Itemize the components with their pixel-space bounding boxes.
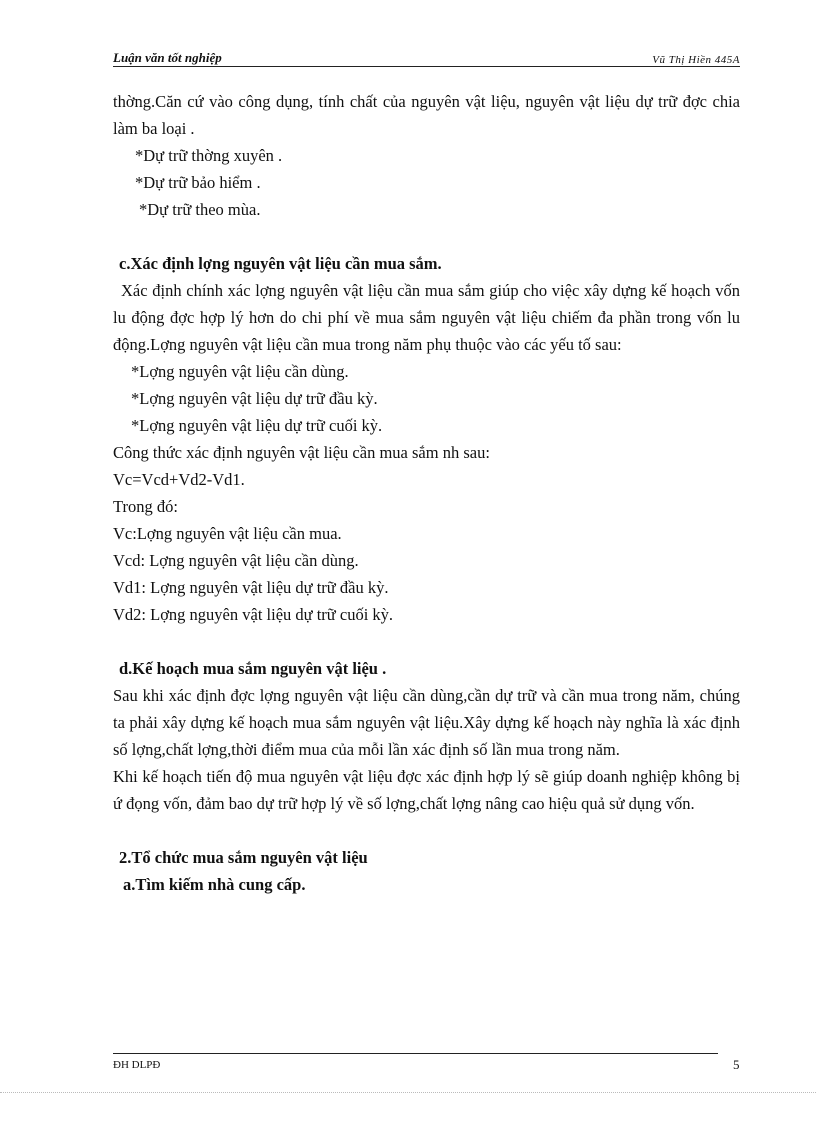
section-heading: c.Xác định lợng nguyên vật liệu cần mua sắm. [119,254,442,273]
section-heading: 2.Tổ chức mua sắm nguyên vật liệu [119,848,368,867]
page-header [113,52,740,67]
page-body [113,88,740,898]
page-break-line [0,1092,816,1093]
paragraph: Trong đó: [113,497,178,516]
list-item: *Lợng nguyên vật liệu dự trữ đầu kỳ. [131,389,378,408]
definition: Vcd: Lợng nguyên vật liệu cần dùng. [113,551,359,570]
header-title: Luận văn tốt nghiệp [113,50,222,65]
paragraph: Sau khi xác định đợc lợng nguyên vật liệu cần dùng,cần dự trữ và cần mua trong năm, chúng ta phải xây dựng kế hoạch mua sắm nguyên vật liệu.Xây dựng kế hoạch này nghĩa là xác định số lợng,chất lợng,thời điểm mua của mỗi lần xác định số lần mua trong năm. [113,686,740,759]
list-item: *Lợng nguyên vật liệu dự trữ cuối kỳ. [131,416,383,435]
definition: Vd1: Lợng nguyên vật liệu dự trữ đầu kỳ. [113,578,389,597]
header-author: Vũ Thị Hiền 445A [652,54,740,66]
list-item: *Dự trữ bảo hiểm . [135,173,261,192]
page-number: 5 [733,1057,740,1072]
definition: Vd2: Lợng nguyên vật liệu dự trữ cuối kỳ. [113,605,394,624]
paragraph: Khi kế hoạch tiến độ mua nguyên vật liệu đợc xác định hợp lý sẽ giúp doanh nghiệp không bị ứ đọng vốn, đảm bao dự trữ hợp lý về số lợng,chất lợng nâng cao hiệu quả sử dụng vốn. [113,767,740,813]
list-item: *Dự trữ thờng xuyên . [135,146,283,165]
section-heading: d.Kế hoạch mua sắm nguyên vật liệu . [119,659,387,678]
list-item: *Dự trữ theo mùa. [139,200,261,219]
formula: Vc=Vcd+Vd2-Vd1. [113,470,245,489]
subsection-heading: a.Tìm kiếm nhà cung cấp. [123,875,306,894]
paragraph: thờng.Căn cứ vào công dụng, tính chất của nguyên vật liệu, nguyên vật liệu dự trữ đợc chia làm ba loại . [113,92,740,138]
definition: Vc:Lợng nguyên vật liệu cần mua. [113,524,342,543]
footer-label: ĐH DLPĐ [113,1059,161,1071]
paragraph: Công thức xác định nguyên vật liệu cần mua sắm nh sau: [113,443,490,462]
list-item: *Lợng nguyên vật liệu cần dùng. [131,362,349,381]
paragraph: Xác định chính xác lợng nguyên vật liệu cần mua sắm giúp cho việc xây dựng kế hoạch vốn lu động đợc hợp lý hơn do chi phí về mua sắm nguyên vật liệu chiếm đa phần trong vốn lu động.Lợng nguyên vật liệu cần mua trong năm phụ thuộc vào các yếu tố sau: [113,281,740,354]
footer-rule [113,1053,718,1054]
